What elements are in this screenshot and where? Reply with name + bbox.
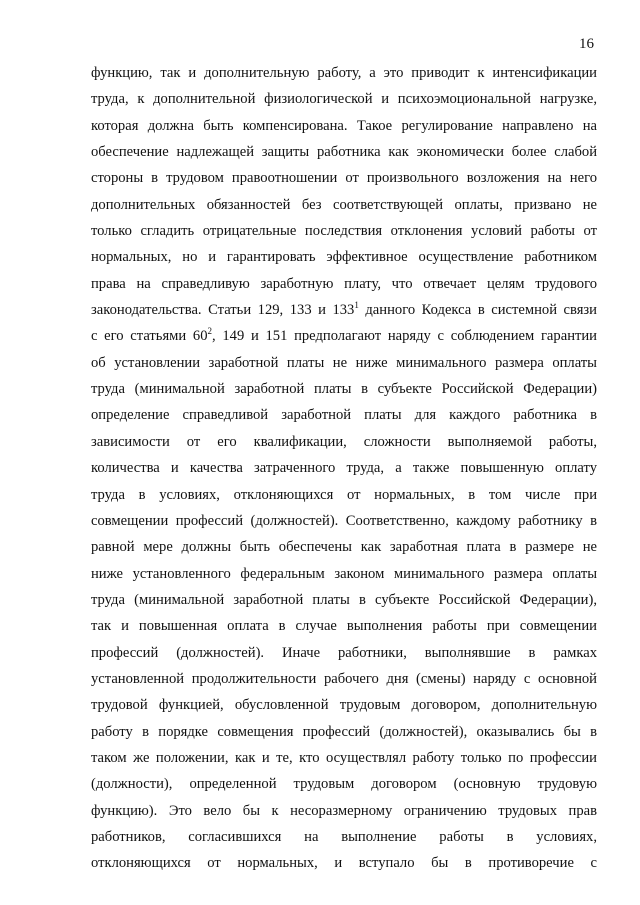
text-line-continuation: данного Кодекса в системной связи: [358, 302, 597, 319]
text-line-content: законодательства. Статьи 129, 133 и 133: [91, 302, 355, 319]
text-line-content: труда (минимальной заработной платы в субъекте Российской Федерации),: [91, 591, 597, 608]
text-line-content: функцию). Это вело бы к несоразмерному ограничению трудовых прав: [91, 802, 597, 819]
text-line-content: ниже установленного федеральным законом минимального размера оплаты: [91, 565, 597, 582]
text-line: [91, 350, 597, 376]
text-line: [91, 508, 597, 534]
text-line-content: которая должна быть компенсирована. Такое регулирование направлено на: [91, 117, 597, 134]
text-line: [91, 719, 597, 745]
text-line-content: трудовой функцией, обусловленной трудовым договором, дополнительную: [91, 697, 597, 714]
text-line-content: количества и качества затраченного труда, а также повышенную оплату: [91, 460, 597, 477]
text-line-content: с его статьями 60: [91, 328, 208, 345]
text-line: [91, 402, 597, 428]
text-line: [91, 113, 597, 139]
text-line-content: труда в условиях, отклоняющихся от нормальных, в том числе при: [91, 486, 597, 503]
superscript-number: 1: [354, 300, 359, 311]
text-line: [91, 192, 597, 218]
text-line-content: зависимости от его квалификации, сложности выполняемой работы,: [91, 433, 597, 450]
text-line-content: (должности), определенной трудовым договором (основную трудовую: [91, 776, 597, 793]
text-line-content: стороны в трудовом правоотношении от произвольного возложения на него: [91, 170, 597, 187]
text-line: [91, 771, 597, 797]
text-line-content: права на справедливую заработную плату, что отвечает целям трудового: [91, 275, 597, 292]
text-line-continuation: , 149 и 151 предполагают наряду с соблюдением гарантии: [212, 328, 597, 345]
text-line: [91, 640, 597, 666]
text-line: [91, 613, 597, 639]
text-line-content: равной мере должны быть обеспечены как заработная плата в размере не: [91, 539, 597, 556]
text-line-content: работу в порядке совмещения профессий (должностей), оказывались бы в: [91, 723, 597, 740]
text-line: [91, 271, 597, 297]
text-line-content: об установлении заработной платы не ниже минимального размера оплаты: [91, 354, 597, 371]
text-line: [91, 561, 597, 587]
text-line: [91, 60, 597, 86]
text-line: [91, 587, 597, 613]
superscript-number: 2: [207, 326, 213, 337]
text-line: [91, 666, 597, 692]
text-line-content: только сгладить отрицательные последствия отклонения условий работы от: [91, 223, 597, 240]
text-line: [91, 139, 597, 165]
page-number: 16: [579, 36, 594, 52]
text-line-content: труда (минимальной заработной платы в субъекте Российской Федерации): [91, 381, 597, 398]
text-line: [91, 455, 597, 481]
text-line-content: дополнительных обязанностей без соответствующей оплаты, призвано не: [91, 196, 597, 213]
text-line: [91, 692, 597, 718]
text-line: [91, 824, 597, 850]
text-line-content: так и повышенная оплата в случае выполнения работы при совмещении: [91, 618, 597, 635]
text-line: [91, 165, 597, 191]
text-line: [91, 850, 597, 876]
text-line: [91, 218, 597, 244]
body-text: [91, 60, 597, 877]
text-line: [91, 86, 597, 112]
text-line-content: установленной продолжительности рабочего дня (смены) наряду с основной: [91, 670, 597, 687]
text-line: [91, 244, 597, 270]
text-line-content: нормальных, но и гарантировать эффективное осуществление работником: [91, 249, 597, 266]
text-line-content: функцию, так и дополнительную работу, а это приводит к интенсификации: [91, 65, 597, 81]
text-line-content: определение справедливой заработной платы для каждого работника в: [91, 407, 597, 424]
text-line: [91, 376, 597, 402]
text-line: [91, 482, 597, 508]
text-line-content: работников, согласившихся на выполнение работы в условиях,: [91, 828, 597, 845]
text-line: [91, 798, 597, 824]
text-line: [91, 429, 597, 455]
text-line: [91, 534, 597, 560]
text-line-content: труда, к дополнительной физиологической и психоэмоциональной нагрузке,: [91, 91, 597, 108]
text-line-content: профессий (должностей). Иначе работники, выполнявшие в рамках: [91, 644, 597, 661]
text-line-content: таком же положении, как и те, кто осуществлял работу только по профессии: [91, 749, 597, 766]
text-line: [91, 323, 597, 349]
text-line: [91, 297, 597, 323]
text-line: [91, 745, 597, 771]
text-line-content: отклоняющихся от нормальных, и вступало бы в противоречие с: [91, 855, 597, 872]
text-line-content: совмещении профессий (должностей). Соответственно, каждому работнику в: [91, 512, 597, 529]
text-line-content: обеспечение надлежащей защиты работника как экономически более слабой: [91, 144, 597, 161]
